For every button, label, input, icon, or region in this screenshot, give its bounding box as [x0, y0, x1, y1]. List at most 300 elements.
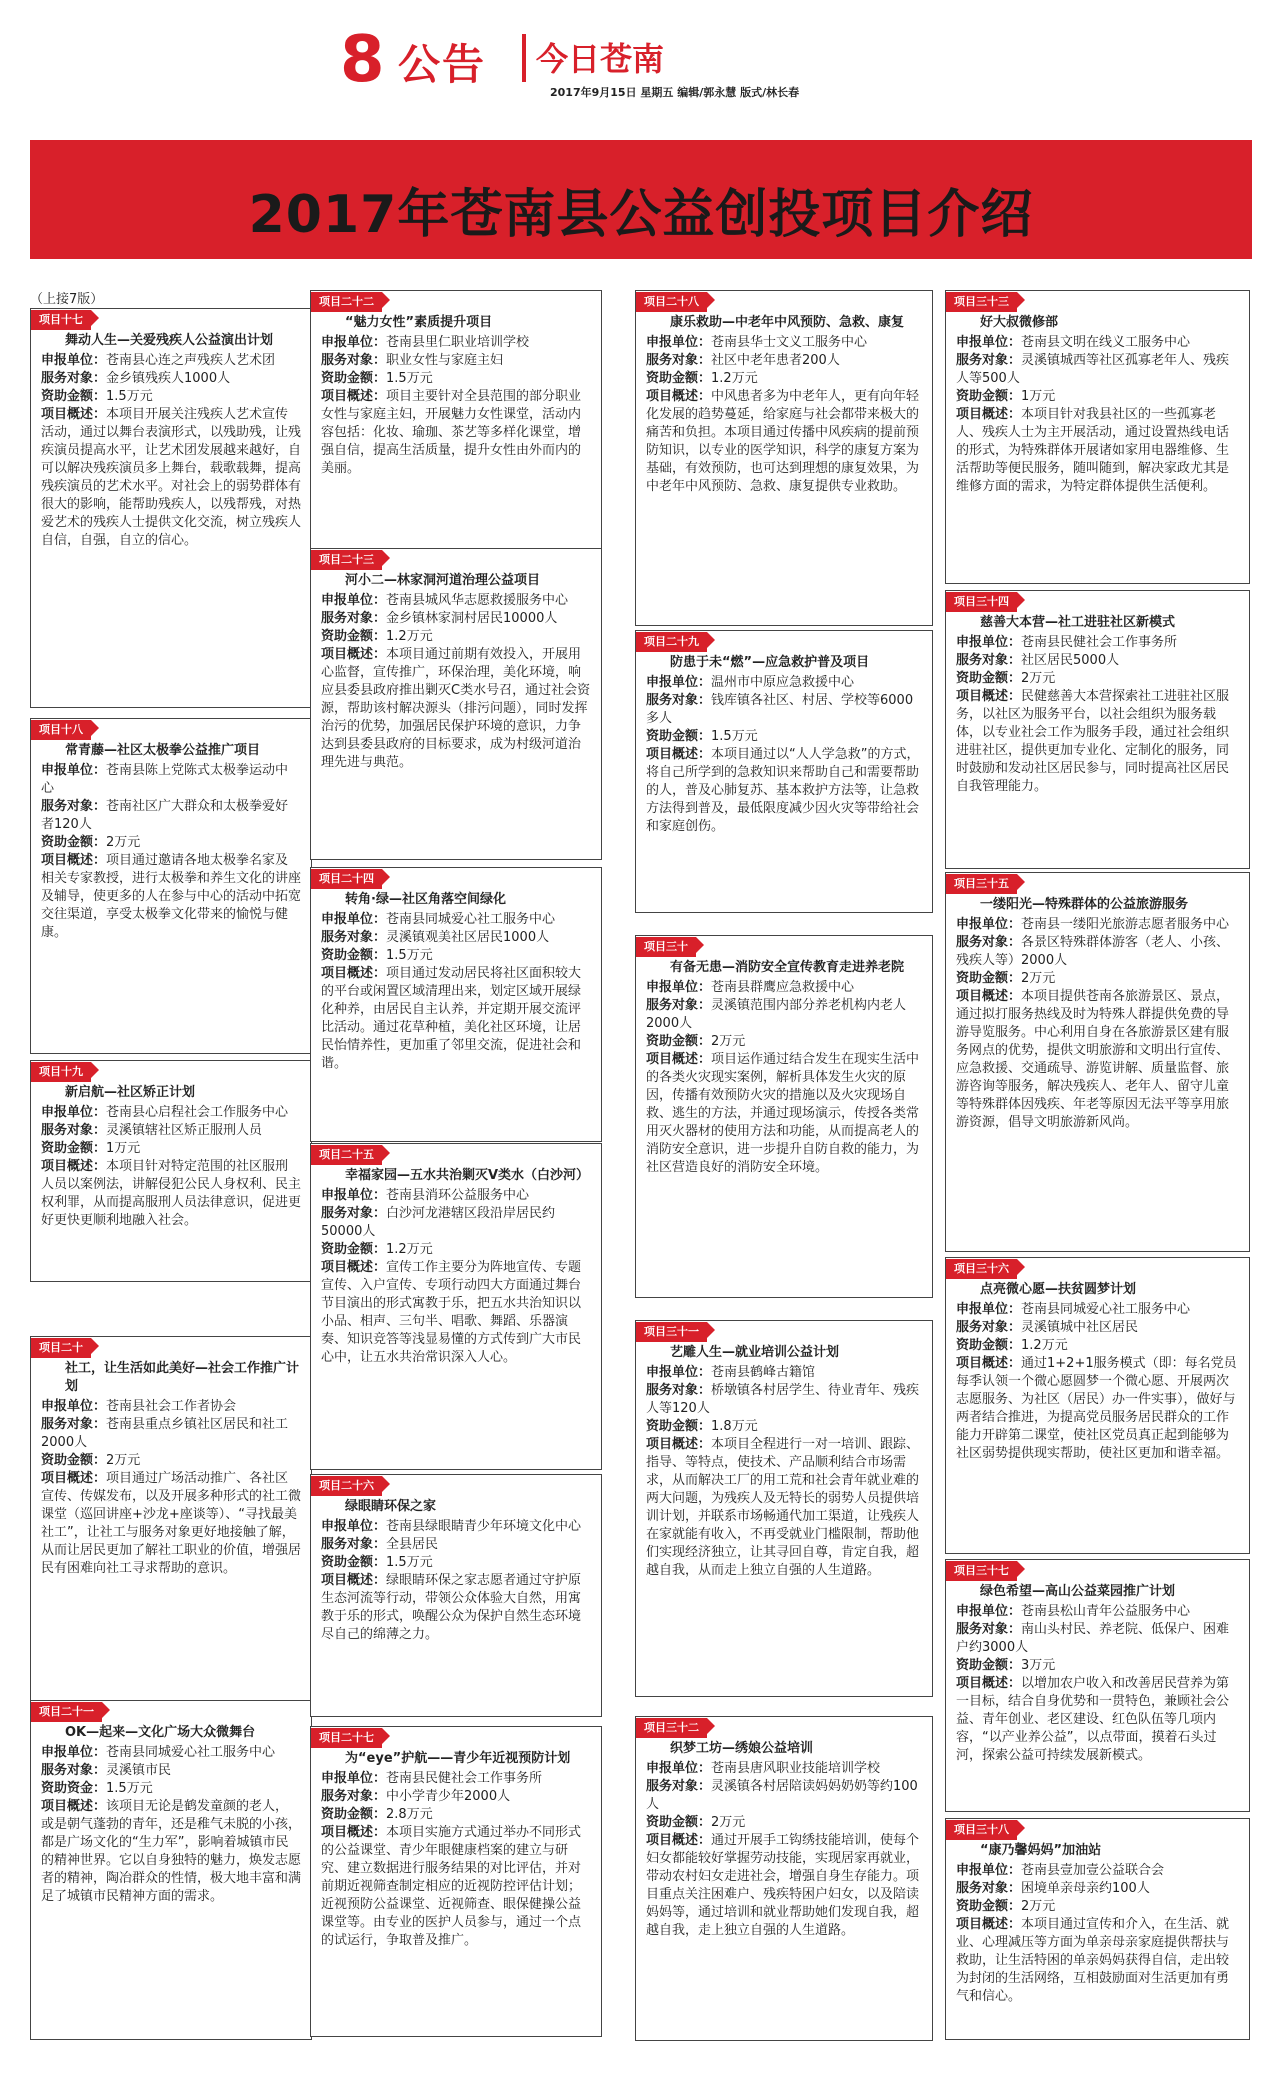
funding-field	[321, 370, 591, 388]
field-label: 服务对象：	[956, 1881, 1022, 1896]
project-tag: 项目三十八	[946, 1820, 1017, 1840]
overview-field	[321, 965, 591, 1073]
field-label: 资助金额：	[41, 835, 107, 850]
applicant-field	[41, 1104, 301, 1122]
field-label: 服务对象：	[646, 693, 712, 708]
overview-field	[956, 406, 1239, 496]
funding-field	[956, 1898, 1239, 1916]
field-value: 温州市中原应急救援中心	[711, 675, 855, 690]
field-label: 服务对象：	[321, 353, 387, 368]
applicant-field	[321, 334, 591, 352]
field-value: 本项目通过前期有效投入，开展用心监督，宣传推广，环保治理，美化环境，响应县委县政府推出剿灭C类水号召，通过社会资源，帮助该村解决源头（排污问题），同时发挥治污的优势，加强居民保护环境的意识，力争达到县委县政府的目标要求，成为村级河道治理先进与典范。	[321, 647, 591, 770]
field-value: 苍南县唐风职业技能培训学校	[711, 1761, 881, 1776]
masthead	[340, 23, 940, 99]
applicant-field	[41, 762, 301, 798]
field-value: 1.8万元	[711, 1419, 758, 1434]
field-value: 该项目无论是鹤发童颜的老人，或是朝气蓬勃的青年，还是稚气未脱的小孩，都是广场文化的“生力军”，影响着城镇市民的精神世界。它以自身独特的魅力，焕发志愿者的精神，陶冶群众的性情，极大地丰富和满足了城镇市民精神方面的需求。	[41, 1799, 302, 1904]
funding-field	[41, 1780, 301, 1798]
overview-field	[321, 388, 591, 478]
field-value: 本项目提供苍南各旅游景区、景点，通过拟打服务热线及时为特殊人群提供免费的导游导览服务。中心利用自身在各旅游景区建有服务网点的优势，提供文明旅游和文明出行宣传、应急救援、交通疏导、游览讲解、质量监督、旅游咨询等服务，解决残疾人、老年人、留守儿童等特殊群体因残疾、年老等原因无法平等享用旅游资源，倡导文明旅游新风尚。	[956, 989, 1230, 1130]
project-card	[310, 1726, 602, 2037]
field-value: 灵溪镇市民	[106, 1763, 172, 1778]
project-title: OK—起来—文化广场大众微舞台	[65, 1725, 256, 1740]
project-tag: 项目十九	[31, 1062, 91, 1082]
overview-field	[956, 1916, 1239, 2006]
field-value: 1.2万元	[386, 1242, 433, 1257]
applicant-field	[956, 1301, 1239, 1319]
overview-field	[321, 1824, 591, 1950]
field-value: 1万元	[1021, 389, 1056, 404]
field-value: 2万元	[1021, 1899, 1056, 1914]
service-field	[956, 934, 1239, 970]
funding-field	[41, 388, 301, 406]
service-field	[321, 1788, 591, 1806]
field-value: 苍南县文明在线义工服务中心	[1021, 335, 1191, 350]
field-label: 申报单位：	[646, 980, 712, 995]
field-label: 申报单位：	[41, 1399, 107, 1414]
section-name: 公告	[398, 40, 487, 89]
project-tag: 项目三十六	[946, 1259, 1017, 1279]
field-label: 项目概述：	[41, 407, 107, 422]
field-label: 申报单位：	[41, 353, 107, 368]
field-value: 苍南县群鹰应急救援中心	[711, 980, 855, 995]
project-tag: 项目二十	[31, 1338, 91, 1358]
overview-field	[956, 688, 1239, 796]
service-field	[956, 352, 1239, 388]
field-value: 2万元	[711, 1815, 746, 1830]
service-field	[956, 1880, 1239, 1898]
project-title: 舞动人生—关爱残疾人公益演出计划	[65, 333, 274, 348]
field-label: 申报单位：	[956, 635, 1022, 650]
overview-field	[41, 1798, 301, 1906]
project-title: 好大叔微修部	[980, 315, 1059, 330]
field-label: 服务对象：	[321, 1537, 387, 1552]
field-label: 资助金额：	[41, 389, 107, 404]
field-value: 苍南县心连之声残疾人艺术团	[106, 353, 276, 368]
overview-field	[956, 988, 1239, 1132]
field-value: 白沙河龙港辖区段沿岸居民约50000人	[321, 1206, 556, 1239]
field-value: 2万元	[1021, 971, 1056, 986]
funding-field	[646, 728, 922, 746]
field-value: 2万元	[106, 1453, 141, 1468]
field-label: 项目概述：	[646, 1052, 712, 1067]
funding-field	[646, 1814, 922, 1832]
project-title: 艺雕人生—就业培训公益计划	[670, 1345, 840, 1360]
field-label: 资助金额：	[41, 1141, 107, 1156]
continued-note: （上接7版）	[30, 292, 104, 307]
field-label: 服务对象：	[321, 930, 387, 945]
field-label: 服务对象：	[321, 1789, 387, 1804]
field-label: 服务对象：	[956, 353, 1022, 368]
field-label: 项目概述：	[41, 1159, 107, 1174]
project-card	[310, 1143, 602, 1470]
field-label: 项目概述：	[321, 389, 387, 404]
overview-field	[321, 646, 591, 772]
field-value: 以增加农户收入和改善居民营养为第一目标，结合自身优势和一贯特色，兼顾社会公益、青年创业、老区建设、红色队伍等几项内容，“以产业养公益”，以点带面，摸着石头过河，探索公益可持续发展新模式。	[956, 1676, 1230, 1763]
field-label: 申报单位：	[41, 1105, 107, 1120]
field-value: 本项目针对特定范围的社区服刑人员以案例法，讲解侵犯公民人身权利、民主权利罪，从而提高服刑人员法律意识，促进更好更快更顺利地融入社会。	[41, 1159, 302, 1228]
field-value: 本项目实施方式通过举办不同形式的公益课堂、青少年眼健康档案的建立与研究、建立数据进行服务结果的对比评估，并对前期近视筛查制定相应的近视防控评估计划；近视预防公益课堂、近视筛查、眼保健操公益课堂等。由专业的医护人员参与，通过一个点的试运行，争取普及推广。	[321, 1825, 582, 1948]
funding-field	[956, 1337, 1239, 1355]
field-label: 资助金额：	[956, 389, 1022, 404]
applicant-field	[956, 634, 1239, 652]
project-card	[30, 308, 312, 708]
applicant-field	[646, 1364, 922, 1382]
field-label: 资助金额：	[321, 629, 387, 644]
applicant-field	[646, 334, 922, 352]
field-label: 项目概述：	[956, 989, 1022, 1004]
project-title: 绿色希望—高山公益菜园推广计划	[980, 1584, 1176, 1599]
field-value: 苍南县鹤峰古籍馆	[711, 1365, 816, 1380]
project-card	[30, 718, 312, 1054]
field-value: 苍南县同城爱心社工服务中心	[106, 1745, 276, 1760]
applicant-field	[41, 1398, 301, 1416]
field-value: 苍南县壹加壹公益联合会	[1021, 1863, 1165, 1878]
field-value: 本项目全程进行一对一培训、跟踪、指导、等特点，使技术、产品顺利结合市场需求，从而解决工厂的用工荒和社会青年就业难的两大问题，为残疾人及无特长的弱势人员提供培训计划，并联系市场畅通代加工渠道，让残疾人在家就能有收入，不再受就业门槛限制，帮助他们实现经济独立，让其寻回自尊，肯定自我，超越自我，从而走上独立自强的人生道路。	[646, 1437, 920, 1578]
funding-field	[321, 1554, 591, 1572]
field-label: 项目概述：	[321, 1260, 387, 1275]
project-title: “魅力女性”素质提升项目	[345, 315, 493, 330]
field-label: 项目概述：	[321, 1573, 387, 1588]
field-label: 申报单位：	[956, 1863, 1022, 1878]
project-tag: 项目三十四	[946, 592, 1017, 612]
field-value: 本项目通过宣传和介入，在生活、就业、心理减压等方面为单亲母亲家庭提供帮扶与救助，让生活特困的单亲妈妈获得自信，走出较为封闭的生活网络，互相鼓励面对生活更加有勇气和信心。	[956, 1917, 1230, 2004]
field-label: 资助金额：	[646, 1419, 712, 1434]
field-value: 2.8万元	[386, 1807, 433, 1822]
field-label: 服务对象：	[646, 353, 712, 368]
field-label: 资助金额：	[646, 1034, 712, 1049]
field-label: 项目概述：	[956, 407, 1022, 422]
project-tag: 项目二十三	[311, 550, 382, 570]
project-title: 防患于未“燃”—应急救护普及项目	[670, 655, 870, 670]
service-field	[321, 1205, 591, 1241]
field-label: 申报单位：	[321, 1771, 387, 1786]
field-value: 苍南县同城爱心社工服务中心	[386, 912, 556, 927]
funding-field	[41, 834, 301, 852]
project-card	[635, 290, 933, 626]
overview-field	[646, 1051, 922, 1177]
field-label: 项目概述：	[646, 1833, 712, 1848]
field-label: 服务对象：	[646, 1779, 712, 1794]
project-card	[30, 1700, 312, 2040]
field-label: 服务对象：	[646, 998, 712, 1013]
funding-field	[41, 1452, 301, 1470]
field-label: 申报单位：	[956, 1302, 1022, 1317]
service-field	[321, 929, 591, 947]
project-tag: 项目二十一	[31, 1702, 102, 1722]
applicant-field	[321, 911, 591, 929]
project-title: 点亮微心愿—扶贫圆梦计划	[980, 1282, 1137, 1297]
field-label: 申报单位：	[646, 675, 712, 690]
field-label: 申报单位：	[321, 912, 387, 927]
project-tag: 项目二十七	[311, 1728, 382, 1748]
field-value: 2万元	[106, 835, 141, 850]
field-value: 苍南县华士文义工服务中心	[711, 335, 868, 350]
project-tag: 项目二十八	[636, 292, 707, 312]
project-tag: 项目三十二	[636, 1718, 707, 1738]
field-value: 1.2万元	[711, 371, 758, 386]
field-label: 项目概述：	[956, 1356, 1022, 1371]
field-label: 申报单位：	[646, 335, 712, 350]
field-value: 1.5万元	[386, 371, 433, 386]
field-value: 1.5万元	[711, 729, 758, 744]
field-value: 1.2万元	[1021, 1338, 1068, 1353]
project-title: 康乐救助—中老年中风预防、急救、康复	[670, 315, 905, 330]
project-card	[945, 872, 1250, 1252]
project-tag: 项目二十二	[311, 292, 382, 312]
field-label: 服务对象：	[956, 653, 1022, 668]
field-label: 服务对象：	[41, 371, 107, 386]
field-value: 绿眼睛环保之家志愿者通过守护原生态河流等行动，带领公众体验大自然，用寓教于乐的形式，唤醒公众为保护自然生态环境尽自己的绵薄之力。	[321, 1573, 582, 1642]
field-label: 项目概述：	[646, 747, 712, 762]
field-label: 服务对象：	[41, 1417, 107, 1432]
service-field	[646, 352, 922, 370]
service-field	[646, 997, 922, 1033]
overview-field	[646, 1832, 922, 1940]
project-card	[635, 1320, 933, 1697]
field-value: 项目主要针对全县范围的部分职业女性与家庭主妇，开展魅力女性课堂，活动内容包括：化妆、瑜珈、茶艺等多样化课堂，增强自信，提高生活质量，提升女性由外而内的美丽。	[321, 389, 582, 476]
project-title: 为“eye”护航——青少年近视预防计划	[345, 1751, 571, 1766]
field-value: 桥墩镇各村居学生、待业青年、残疾人等120人	[646, 1383, 920, 1416]
funding-field	[321, 1241, 591, 1259]
field-label: 申报单位：	[956, 917, 1022, 932]
project-title: 慈善大本营—社工进驻社区新模式	[980, 615, 1176, 630]
field-label: 项目概述：	[956, 689, 1022, 704]
field-value: 社区居民5000人	[1021, 653, 1120, 668]
field-label: 项目概述：	[41, 1471, 107, 1486]
field-label: 项目概述：	[41, 1799, 107, 1814]
service-field	[41, 798, 301, 834]
project-title: 常青藤—社区太极拳公益推广项目	[65, 743, 261, 758]
funding-field	[956, 1657, 1239, 1675]
service-field	[41, 1122, 301, 1140]
field-label: 资助金额：	[321, 1807, 387, 1822]
field-value: 中风患者多为中老年人，更有向年轻化发展的趋势蔓延，给家庭与社会都带来极大的痛苦和负担。本项目通过传播中风疾病的提前预防知识，以专业的医学知识，科学的康复方案为基础，有效预防，也可达到理想的康复效果，为中老年中风预防、急救、康复提供专业救助。	[646, 389, 920, 494]
field-label: 资助金额：	[646, 1815, 712, 1830]
applicant-field	[956, 334, 1239, 352]
field-label: 资助金额：	[956, 1899, 1022, 1914]
field-label: 资助资金：	[41, 1781, 107, 1796]
field-label: 资助金额：	[646, 729, 712, 744]
applicant-field	[956, 916, 1239, 934]
field-value: 困境单亲母亲约100人	[1021, 1881, 1150, 1896]
field-label: 项目概述：	[321, 966, 387, 981]
field-label: 资助金额：	[956, 1338, 1022, 1353]
applicant-field	[41, 1744, 301, 1762]
field-label: 申报单位：	[321, 1188, 387, 1203]
project-card	[310, 1474, 602, 1717]
field-label: 资助金额：	[321, 1555, 387, 1570]
field-value: 1.2万元	[386, 629, 433, 644]
field-value: 职业女性与家庭主妇	[386, 353, 504, 368]
field-value: 苍南县城风华志愿救援服务中心	[386, 593, 569, 608]
field-value: 全县居民	[386, 1537, 439, 1552]
field-label: 服务对象：	[956, 1320, 1022, 1335]
project-title: 织梦工坊—绣娘公益培训	[670, 1741, 814, 1756]
applicant-field	[321, 592, 591, 610]
project-card	[310, 290, 602, 582]
field-value: 本项目通过以“人人学急救”的方式，将自己所学到的急救知识来帮助自己和需要帮助的人，普及心肺复苏、基本救护方法等，让急救方法得到普及，最低限度减少因火灾等带给社会和家庭创伤。	[646, 747, 920, 834]
field-label: 资助金额：	[956, 971, 1022, 986]
project-tag: 项目十八	[31, 720, 91, 740]
field-value: 灵溪镇城中社区居民	[1021, 1320, 1139, 1335]
project-title: 绿眼睛环保之家	[345, 1499, 437, 1514]
field-value: 苍南县绿眼睛青少年环境文化中心	[386, 1519, 582, 1534]
project-title: 有备无患—消防安全宣传教育走进养老院	[670, 960, 905, 975]
field-value: 通过1+2+1服务模式（即：每名党员每季认领一个微心愿圆梦一个微心愿、开展两次志愿服务、为社区（居民）办一件实事），做好与两者结合推进，为提高党员服务居民群众的工作能力开辟第二课堂，使社区党员真正起到能够为社区弱势提供现实帮助，使社区更加和谐幸福。	[956, 1356, 1237, 1461]
field-label: 项目概述：	[321, 1825, 387, 1840]
field-label: 资助金额：	[41, 1453, 107, 1468]
project-card	[310, 548, 602, 860]
project-card	[945, 1818, 1250, 2040]
field-value: 灵溪镇城西等社区孤寡老年人、残疾人等500人	[956, 353, 1230, 386]
project-card	[945, 1257, 1250, 1554]
project-title: 幸福家园—五水共治剿灭V类水（白沙河）	[345, 1168, 590, 1183]
brand-divider	[522, 34, 526, 82]
project-card	[30, 1060, 312, 1282]
field-label: 资助金额：	[321, 371, 387, 386]
field-label: 服务对象：	[41, 799, 107, 814]
field-value: 3万元	[1021, 1658, 1056, 1673]
overview-field	[41, 1470, 301, 1578]
overview-field	[321, 1259, 591, 1367]
overview-field	[321, 1572, 591, 1644]
funding-field	[956, 670, 1239, 688]
field-value: 金乡镇残疾人1000人	[106, 371, 231, 386]
field-value: 各景区特殊群体游客（老人、小孩、残疾人等）2000人	[956, 935, 1230, 968]
field-value: 本项目针对我县社区的一些孤寡老人、残疾人士为主开展活动，通过设置热线电话的形式，为特殊群体开展诸如家用电器维修、生活帮助等便民服务，随叫随到，解决家政尤其是维修方面的需求，为特定群体提供生活便利。	[956, 407, 1230, 494]
funding-field	[321, 628, 591, 646]
service-field	[41, 1416, 301, 1452]
field-value: 2万元	[711, 1034, 746, 1049]
service-field	[646, 1382, 922, 1418]
field-value: 项目运作通过结合发生在现实生活中的各类火灾现实案例，解析具体发生火灾的原因，传播有效预防火灾的措施以及火灾现场自救、逃生的方法，并通过现场演示，传授各类常用灭火器材的使用方法和功能，从而提高老人的消防安全意识，进一步提升自防自救的能力，为社区营造良好的消防安全环境。	[646, 1052, 920, 1175]
service-field	[41, 370, 301, 388]
project-tag: 项目三十三	[946, 292, 1017, 312]
title-banner	[30, 140, 1252, 259]
service-field	[41, 1762, 301, 1780]
field-label: 资助金额：	[321, 948, 387, 963]
field-label: 申报单位：	[41, 1745, 107, 1760]
project-card	[945, 290, 1250, 584]
field-value: 南山头村民、养老院、低保户、困难户约3000人	[956, 1622, 1230, 1655]
project-title: 新启航—社区矫正计划	[65, 1085, 196, 1100]
page-title: 2017年苍南县公益创投项目介绍	[248, 185, 1034, 245]
funding-field	[41, 1140, 301, 1158]
service-field	[956, 1621, 1239, 1657]
field-value: 苍南县陈上党陈式太极拳运动中心	[41, 763, 289, 796]
funding-field	[956, 970, 1239, 988]
funding-field	[646, 370, 922, 388]
applicant-field	[646, 1760, 922, 1778]
field-value: 苍南县社会工作者协会	[106, 1399, 237, 1414]
overview-field	[41, 852, 301, 942]
field-label: 项目概述：	[41, 853, 107, 868]
field-value: 苍南县重点乡镇社区居民和社工2000人	[41, 1417, 289, 1450]
project-title: 转角·绿—社区角落空间绿化	[345, 892, 506, 907]
funding-field	[646, 1033, 922, 1051]
overview-field	[41, 406, 301, 550]
field-value: 苍南县民健社会工作事务所	[386, 1771, 543, 1786]
field-value: 苍南县里仁职业培训学校	[386, 335, 530, 350]
project-title: 社工，让生活如此美好—社会工作推广计划	[65, 1361, 300, 1394]
field-label: 申报单位：	[956, 335, 1022, 350]
field-value: 灵溪镇观美社区居民1000人	[386, 930, 550, 945]
overview-field	[646, 1436, 922, 1580]
field-label: 项目概述：	[321, 647, 387, 662]
field-label: 申报单位：	[646, 1365, 712, 1380]
field-value: 社区中老年患者200人	[711, 353, 840, 368]
project-card	[635, 1716, 933, 2041]
field-label: 申报单位：	[321, 593, 387, 608]
project-tag: 项目三十五	[946, 874, 1017, 894]
field-value: 1.5万元	[106, 1781, 153, 1796]
applicant-field	[646, 979, 922, 997]
project-tag: 项目二十九	[636, 632, 707, 652]
field-value: 宣传工作主要分为阵地宣传、专题宣传、入户宣传、专项行动四大方面通过舞台节目演出的形式寓教于乐，把五水共治知识以小品、相声、三句半、唱歌、舞蹈、乐器演奏、知识竞答等浅显易懂的方式传到广大市民心中，让五水共治常识深入人心。	[321, 1260, 582, 1365]
field-value: 中小学青少年2000人	[386, 1789, 511, 1804]
field-value: 1万元	[106, 1141, 141, 1156]
field-value: 钱库镇各社区、村居、学校等6000多人	[646, 693, 914, 726]
overview-field	[646, 388, 922, 496]
field-value: 苍南社区广大群众和太极拳爱好者120人	[41, 799, 289, 832]
field-label: 资助金额：	[321, 1242, 387, 1257]
project-tag: 项目二十五	[311, 1145, 382, 1165]
field-label: 服务对象：	[956, 935, 1022, 950]
applicant-field	[321, 1187, 591, 1205]
applicant-field	[321, 1770, 591, 1788]
field-value: 灵溪镇范围内部分养老机构内老人2000人	[646, 998, 907, 1031]
applicant-field	[646, 674, 922, 692]
funding-field	[321, 947, 591, 965]
project-card	[635, 935, 933, 1298]
field-value: 通过开展手工钩绣技能培训，使每个妇女都能较好掌握劳动技能，实现居家再就业，带动农村妇女走进社会，增强自身生存能力。项目重点关注困难户、残疾特困户妇女，以及陪读妈妈等，通过培训和就业帮助她们发现自我，超越自我，走上独立自强的人生道路。	[646, 1833, 920, 1938]
page-number: 8	[340, 23, 385, 97]
field-label: 资助金额：	[956, 671, 1022, 686]
project-tag: 项目十七	[31, 310, 91, 330]
field-value: 苍南县心启程社会工作服务中心	[106, 1105, 289, 1120]
service-field	[956, 1319, 1239, 1337]
field-value: 项目通过邀请各地太极拳名家及相关专家教授，进行太极拳和养生文化的讲座及辅导，使更多的人在参与中心的活动中拓宽交往渠道，享受太极拳文化带来的愉悦与健康。	[41, 853, 302, 940]
field-label: 申报单位：	[321, 1519, 387, 1534]
field-value: 灵溪镇各村居陪读妈妈奶奶等约100人	[646, 1779, 918, 1812]
field-label: 服务对象：	[321, 1206, 387, 1221]
service-field	[321, 610, 591, 628]
applicant-field	[956, 1862, 1239, 1880]
field-label: 申报单位：	[646, 1761, 712, 1776]
overview-field	[41, 1158, 301, 1230]
field-value: 项目通过广场活动推广、各社区宣传、传媒发布，以及开展多种形式的社工微课堂（巡回讲座+沙龙+座谈等）、“寻找最美社工”，让社工与服务对象更好地接触了解，从而让居民更加了解社工职业的价值，增强居民有困难向社工寻求帮助的意识。	[41, 1471, 302, 1576]
field-label: 申报单位：	[41, 763, 107, 778]
project-title: “康乃馨妈妈”加油站	[980, 1843, 1102, 1858]
field-value: 苍南县一缕阳光旅游志愿者服务中心	[1021, 917, 1230, 932]
field-value: 2万元	[1021, 671, 1056, 686]
field-value: 民健慈善大本营探索社工进驻社区服务，以社区为服务平台，以社会组织为服务载体，以专业社会工作为服务手段，通过社会组织进驻社区，提供更加专业化、定制化的服务，同时鼓励和发动社区居民参与，同时提高社区居民自我管理能力。	[956, 689, 1230, 794]
project-tag: 项目三十七	[946, 1561, 1017, 1581]
applicant-field	[41, 352, 301, 370]
field-label: 服务对象：	[41, 1123, 107, 1138]
project-card	[310, 867, 602, 1142]
field-label: 资助金额：	[646, 371, 712, 386]
field-label: 申报单位：	[321, 335, 387, 350]
project-card	[635, 630, 933, 913]
field-label: 服务对象：	[646, 1383, 712, 1398]
funding-field	[321, 1806, 591, 1824]
field-value: 1.5万元	[386, 1555, 433, 1570]
funding-field	[646, 1418, 922, 1436]
project-tag: 项目二十四	[311, 869, 382, 889]
project-card	[945, 590, 1250, 869]
